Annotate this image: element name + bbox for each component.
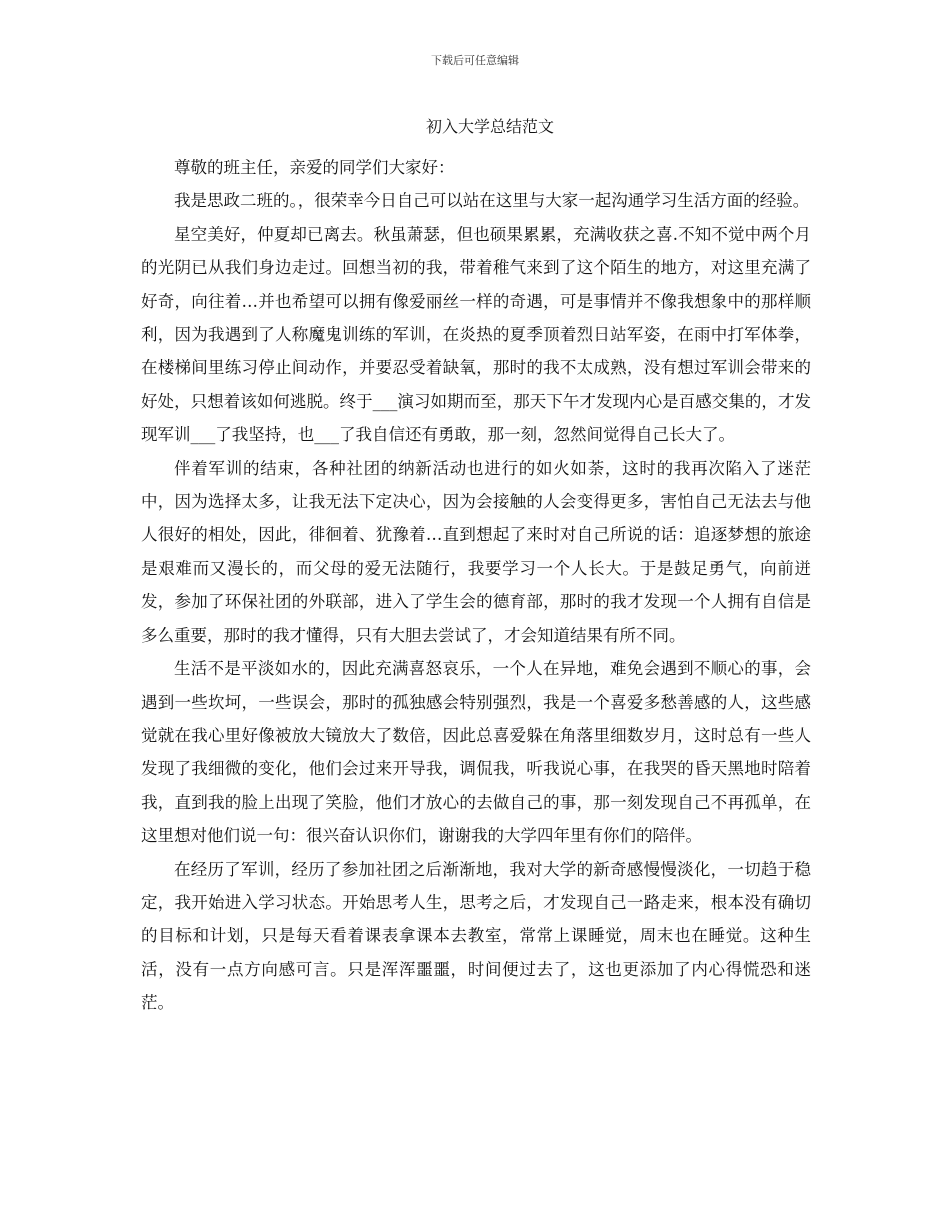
- document-body: [141, 151, 811, 1020]
- paragraph-intro: 我是思政二班的。，很荣幸今日自己可以站在这里与大家一起沟通学习生活方面的经验。: [174, 191, 810, 211]
- paragraph-military-training: 星空美好，仲夏却已离去。秋虽萧瑟，但也硕果累累，充满收获之喜.不知不觉中两个月的光阴已从我们身边走过。回想当初的我，带着稚气来到了这个陌生的地方，对这里充满了好奇，向往着…并也希望可以拥有像爱丽丝一样的奇遇，可是事情并不像我想象中的那样顺利，因为我遇到了人称魔鬼训练的军训，在炎热的夏季顶着烈日站军姿，在雨中打军体拳，在楼梯间里练习停止间动作，并要忍受着缺氧，那时的我不太成熟，没有想过军训会带来的好处，只想着该如何逃脱。终于___演习如期而至，那天下午才发现内心是百感交集的，才发现军训___了我坚持，也___了我自信还有勇敢，那一刻，忽然间觉得自己长大了。: [141, 224, 811, 445]
- document-title: 初入大学总结范文: [425, 117, 554, 136]
- paragraph-study: 在经历了军训，经历了参加社团之后渐渐地，我对大学的新奇感慢慢淡化，一切趋于稳定，我开始进入学习状态。开始思考人生，思考之后，才发现自己一路走来，根本没有确切的目标和计划，只是每天看着课表拿课本去教室，常常上课睡觉，周末也在睡觉。这种生活，没有一点方向感可言。只是浑浑噩噩，时间便过去了，这也更添加了内心得慌恐和迷茫。: [141, 859, 811, 1013]
- paragraph-friends: 生活不是平淡如水的，因此充满喜怒哀乐，一个人在异地，难免会遇到不顺心的事，会遇到一些坎坷，一些误会，那时的孤独感会特别强烈，我是一个喜爱多愁善感的人，这些感觉就在我心里好像被放大镜放大了数倍，因此总喜爱躲在角落里细数岁月，这时总有一些人发现了我细微的变化，他们会过来开导我，调侃我，听我说心事，在我哭的昏天黑地时陪着我，直到我的脸上出现了笑脸，他们才放心的去做自己的事，那一刻发现自己不再孤单，在这里想对他们说一句：很兴奋认识你们，谢谢我的大学四年里有你们的陪伴。: [141, 659, 811, 846]
- header-note: 下载后可任意编辑: [431, 54, 519, 67]
- paragraph-greeting: 尊敬的班主任，亲爱的同学们大家好：: [174, 158, 455, 177]
- paragraph-clubs: 伴着军训的结束，各种社团的纳新活动也进行的如火如荼，这时的我再次陷入了迷茫中，因为选择太多，让我无法下定决心，因为会接触的人会变得更多，害怕自己无法去与他人很好的相处，因此，徘徊着、犹豫着…直到想起了来时对自己所说的话：追逐梦想的旅途是艰难而又漫长的，而父母的爱无法随行，我要学习一个人长大。于是鼓足勇气，向前迸发，参加了环保社团的外联部，进入了学生会的德育部，那时的我才发现一个人拥有自信是多么重要，那时的我才懂得，只有大胆去尝试了，才会知道结果有所不同。: [141, 458, 811, 645]
